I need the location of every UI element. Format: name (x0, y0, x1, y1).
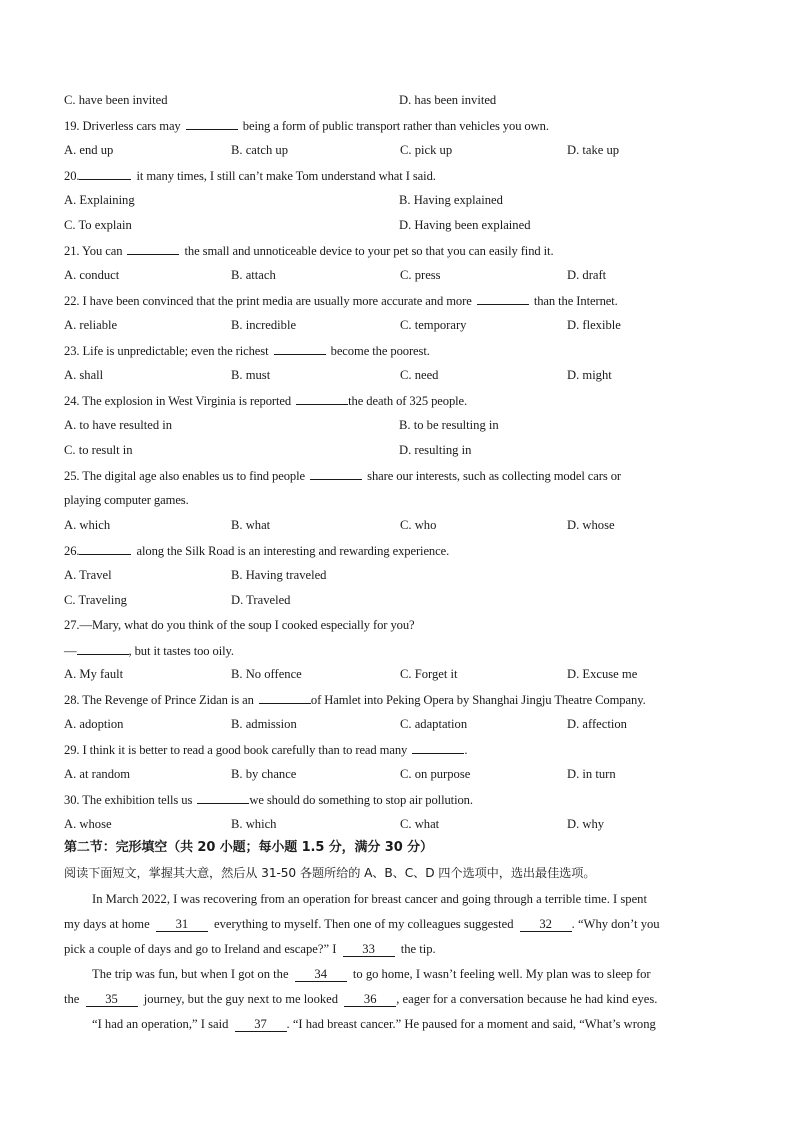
question-30 (64, 791, 734, 808)
option-d: D. in turn (567, 767, 616, 781)
option-b: B. No offence (231, 667, 302, 681)
option-c: C. pick up (400, 143, 453, 157)
question-23 (64, 342, 734, 359)
option-a: A. to have resulted in (64, 418, 173, 432)
question-number: 29. (64, 743, 80, 757)
passage-text: to go home, I wasn’t feeling well. My plan was to sleep for (352, 967, 651, 981)
option-a: A. Explaining (64, 193, 135, 207)
answer-blank (79, 542, 131, 555)
question-24 (64, 392, 734, 409)
option-c: C. to result in (64, 443, 133, 457)
section-heading: 第二节：完形填空（共 20 小题；每小题 1.5 分，满分 30 分） (64, 840, 433, 855)
passage-p3-line1 (92, 1016, 732, 1032)
option-d: D. take up (567, 143, 620, 157)
answer-blank (412, 741, 464, 754)
question-22 (64, 292, 734, 309)
option-b: B. which (231, 817, 277, 831)
answer-blank (259, 691, 311, 704)
passage-text: the tip. (400, 942, 436, 956)
question-number: 25. (64, 469, 80, 483)
option-b: B. must (231, 368, 271, 382)
option-b: B. attach (231, 268, 276, 282)
answer-blank (127, 242, 179, 255)
question-text: the death of 325 people. (348, 394, 468, 408)
question-number: 23. (64, 344, 80, 358)
option-a: A. whose (64, 817, 112, 831)
passage-p2-line2 (64, 991, 732, 1007)
option-d: D. might (567, 368, 612, 382)
question-25 (64, 467, 734, 484)
passage-text: The trip was fun, but when I got on the (92, 967, 289, 981)
passage-text: pick a couple of days and go to Ireland and escape?” I (64, 942, 337, 956)
answer-blank (310, 467, 362, 480)
question-number: 30. (64, 793, 80, 807)
passage-p1-line1: In March 2022, I was recovering from an operation for breast cancer and going through a terrible time. I spent (92, 892, 647, 906)
question-text: The explosion in West Virginia is reported (82, 394, 292, 408)
question-number: 27. (64, 618, 80, 632)
question-number: 22. (64, 294, 80, 308)
option-b: B. Having explained (399, 193, 503, 207)
cloze-blank-34: 34 (295, 967, 347, 982)
option-b: B. what (231, 518, 271, 532)
cloze-blank-31: 31 (156, 917, 208, 932)
passage-p1-line2 (64, 916, 732, 932)
option-c: C. temporary (400, 318, 467, 332)
question-text: . (464, 743, 468, 757)
passage-text: everything to myself. Then one of my colleagues suggested (214, 917, 514, 931)
question-text: Life is unpredictable; even the richest (82, 344, 269, 358)
answer-blank (296, 392, 348, 405)
question-text: , but it tastes too oily. (128, 644, 234, 658)
question-text: along the Silk Road is an interesting and rewarding experience. (136, 544, 450, 558)
option-d: D. affection (567, 717, 627, 731)
question-19 (64, 117, 734, 134)
question-27 (64, 617, 734, 633)
answer-blank (274, 342, 326, 355)
question-number: 24. (64, 394, 80, 408)
answer-blank (477, 292, 529, 305)
question-text: than the Internet. (533, 294, 618, 308)
option-a: A. conduct (64, 268, 120, 282)
question-number: 19. (64, 119, 80, 133)
question-text: being a form of public transport rather than vehicles you own. (242, 119, 549, 133)
option-d: D. Excuse me (567, 667, 638, 681)
question-number: 20. (64, 169, 80, 183)
passage-text: journey, but the guy next to me looked (143, 992, 339, 1006)
question-text: we should do something to stop air pollution. (249, 793, 473, 807)
option-b: B. catch up (231, 143, 289, 157)
section-instruction: 阅读下面短文，掌握其大意，然后从 31-50 各题所给的 A、B、C、D 四个选项中，选出最佳选项。 (64, 866, 596, 880)
passage-text: my days at home (64, 917, 150, 931)
option-c: C. need (400, 368, 439, 382)
question-text: of Hamlet into Peking Opera by Shanghai Jingju Theatre Company. (310, 693, 646, 707)
passage-text: “I had an operation,” I said (92, 1017, 229, 1031)
q18-option-d: D. has been invited (399, 93, 497, 107)
q18-option-c: C. have been invited (64, 93, 168, 107)
question-28 (64, 691, 734, 708)
option-d: D. resulting in (399, 443, 472, 457)
option-a: A. reliable (64, 318, 118, 332)
question-text: I think it is better to read a good book carefully than to read many (82, 743, 408, 757)
answer-blank (77, 642, 129, 655)
option-c: C. adaptation (400, 717, 468, 731)
cloze-blank-33: 33 (343, 942, 395, 957)
option-b: B. Having traveled (231, 568, 327, 582)
question-text: I have been convinced that the print media are usually more accurate and more (82, 294, 472, 308)
cloze-blank-37: 37 (235, 1017, 287, 1032)
option-a: A. end up (64, 143, 114, 157)
question-25-continuation: playing computer games. (64, 493, 189, 507)
option-a: A. shall (64, 368, 104, 382)
passage-text: . “Why don’t you (571, 917, 660, 931)
option-b: B. by chance (231, 767, 297, 781)
option-a: A. at random (64, 767, 131, 781)
passage-text: . “I had breast cancer.” He paused for a moment and said, “What’s wrong (286, 1017, 656, 1031)
question-text: it many times, I still can’t make Tom understand what I said. (136, 169, 436, 183)
passage-p1-line3 (64, 941, 732, 957)
option-b: B. incredible (231, 318, 297, 332)
question-text: share our interests, such as collecting model cars or (367, 469, 621, 483)
dash: — (64, 644, 77, 658)
option-a: A. Travel (64, 568, 112, 582)
option-c: C. Traveling (64, 593, 127, 607)
question-text: —Mary, what do you think of the soup I cooked especially for you? (79, 618, 415, 632)
question-number: 21. (64, 244, 80, 258)
option-d: D. Traveled (231, 593, 291, 607)
question-text: The digital age also enables us to find people (82, 469, 306, 483)
option-c: C. To explain (64, 218, 132, 232)
passage-p2-line1 (92, 966, 732, 982)
option-a: A. My fault (64, 667, 124, 681)
question-21 (64, 242, 734, 259)
answer-blank (197, 791, 249, 804)
question-27-reply (64, 642, 734, 659)
question-29 (64, 741, 734, 758)
question-text: You can (82, 244, 123, 258)
question-text: The Revenge of Prince Zidan is an (82, 693, 254, 707)
option-d: D. why (567, 817, 605, 831)
question-text: The exhibition tells us (82, 793, 193, 807)
question-number: 26. (64, 544, 80, 558)
option-d: D. draft (567, 268, 607, 282)
question-number: 28. (64, 693, 80, 707)
question-text: Driverless cars may (82, 119, 181, 133)
option-d: D. flexible (567, 318, 621, 332)
cloze-blank-32: 32 (520, 917, 572, 932)
option-c: C. Forget it (400, 667, 458, 681)
option-a: A. adoption (64, 717, 124, 731)
option-d: D. Having been explained (399, 218, 531, 232)
cloze-blank-36: 36 (344, 992, 396, 1007)
option-b: B. admission (231, 717, 297, 731)
answer-blank (186, 117, 238, 130)
question-26 (64, 542, 734, 559)
question-20 (64, 167, 734, 184)
option-c: C. on purpose (400, 767, 471, 781)
answer-blank (79, 167, 131, 180)
question-text: become the poorest. (330, 344, 430, 358)
option-c: C. press (400, 268, 441, 282)
question-text: the small and unnoticeable device to your pet so that you can easily find it. (184, 244, 554, 258)
option-c: C. who (400, 518, 437, 532)
option-c: C. what (400, 817, 440, 831)
option-b: B. to be resulting in (399, 418, 499, 432)
passage-text: , eager for a conversation because he had kind eyes. (396, 992, 658, 1006)
option-d: D. whose (567, 518, 615, 532)
option-a: A. which (64, 518, 111, 532)
passage-text: the (64, 992, 80, 1006)
cloze-blank-35: 35 (86, 992, 138, 1007)
